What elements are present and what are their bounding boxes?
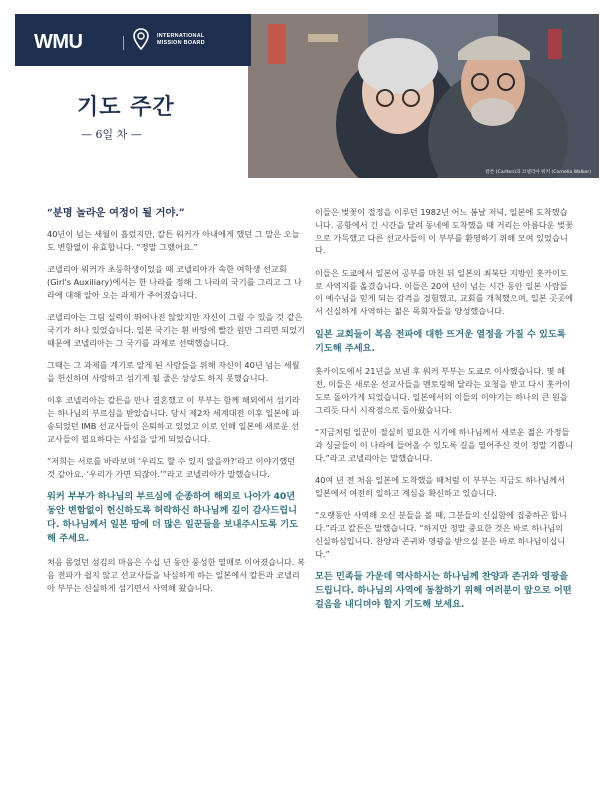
logo-divider [123, 36, 124, 50]
header-area [0, 0, 612, 178]
paragraph: “지금처럼 일꾼이 절실히 필요한 시기에 하나님께서 새로운 젊은 가정들과 싱글들이 이 나라에 들어올 수 있도록 길을 열어주신 것이 정말 기쁩니다.”라고 코넬리아는 말했습니다. [315, 426, 573, 463]
paragraph: 이들은 도쿄에서 일본어 공부를 마친 뒤 일본의 최북단 지방인 홋카이도로 사역지를 옮겼습니다. 이들은 20여 년이 넘는 시간 동안 일본 사람들이 예수님을 믿게 되는 감격을 경험했고, 교회를 개척했으며, 일본 곳곳에서 신실하게 사역하는 젊은 목회자들을 양성했습니다. [315, 267, 573, 317]
wmu-logo: WMU [34, 31, 83, 53]
title-panel [15, 66, 248, 178]
paragraph: 그때는 그 과제를 계기로 알게 된 사람들을 위해 자신이 40년 넘는 세월을 헌신하며 사랑하고 섬기게 될 줄은 상상도 하지 못했습니다. [47, 360, 300, 383]
missionary-photo [248, 14, 599, 178]
imb-logo-text [157, 33, 205, 47]
prayer-request: 모든 민족들 가운데 역사하시는 하나님께 찬양과 존귀와 영광을 드립니다. 하나님의 사역에 동참하기 위해 여러분이 앞으로 어떤 걸음을 내디뎌야 할지 기도해 보세요. [315, 570, 572, 610]
imb-line-2: MISSION BOARD [157, 40, 205, 46]
imb-pin-icon [133, 28, 149, 50]
page-title: 기도 주간 [77, 94, 175, 120]
right-column [315, 206, 573, 621]
paragraph: 40여 년 전 처음 일본에 도착했을 때처럼 이 부부는 지금도 하나님께서 일본에서 여전히 일하고 계심을 확신하고 있습니다. [315, 474, 565, 498]
paragraph: 코넬리아는 그림 실력이 뛰어나진 않았지만 자신이 그릴 수 있을 것 같은 국기가 하나 있었습니다. 일본 국기는 흰 바탕에 빨간 원만 그리면 되었기 때문에 코넬리아는 그 국기를 과제로 선택했습니다. [47, 312, 305, 348]
day-subtitle: — 6일 차 — [81, 128, 142, 141]
prayer-request: 일본 교회들이 복음 전파에 대한 뜨거운 열정을 가질 수 있도록 기도해 주세요. [315, 328, 566, 354]
paragraph: 이후 코넬리아는 칼튼을 만나 결혼했고 이 부부는 함께 해외에서 섬기라는 하나님의 부르심을 받았습니다. 당시 제2차 세계대전 이후 일본에 파송되었던 IMB 선교사들이 은퇴하고 있었고 이로 인해 일본에 새로운 선교사들이 필요하다는 사실을 알게 되었습니다. [47, 395, 300, 444]
photo-illustration [248, 14, 599, 178]
paragraph: 이들은 벚꽃이 절정을 이루던 1982년 어느 봄날 저녁, 일본에 도착했습니다. 공항에서 긴 시간을 달려 동네에 도착했을 때 거리는 아름다운 벚꽃으로 가득했고 다른 선교사들이 이 부부를 환영하기 위해 모여 있었습니다. [315, 207, 573, 256]
photo-caption: 칼튼 (Carlton)과 코넬리아 워커 (Cornelia Walker) [485, 170, 591, 175]
imb-line-1: INTERNATIONAL [157, 33, 205, 39]
paragraph: 코넬리아 워커가 초등학생이었을 때 코넬리아가 속한 여학생 선교회 (Girl's Auxiliary)에서는 한 나라를 정해 그 나라의 국기를 그리고 그 나라에 대해 알아 오는 과제가 주어졌습니다. [47, 264, 302, 300]
paragraph: 40년이 넘는 세월이 흘렀지만, 칼튼 워커가 아내에게 했던 그 말은 오늘도 변함없이 유효합니다. “정말 그랬어요.” [47, 229, 300, 252]
paragraph: “저희는 서로를 바라보며 ‘우리도 할 수 있지 않을까?’라고 이야기했던 것 같아요. ‘우리가 가면 되잖아.’”라고 코넬리아가 말했습니다. [47, 456, 296, 479]
opening-quote: “분명 놀라운 여정이 될 거야.” [47, 207, 185, 219]
prayer-request: 워커 부부가 하나님의 부르심에 순종하여 해외로 나아가 40년 동안 변함없이 헌신하도록 허락하신 하나님께 깊이 감사드립니다. 하나님께서 일본 땅에 더 많은 일꾼들을 보내주시도록 기도해 주세요. [47, 491, 298, 545]
paragraph: “오랫동안 사역해 오신 분들을 볼 때, 그분들의 신실함에 집중하곤 합니다.”라고 칼튼은 말했습니다. “하지만 정말 중요한 것은 바로 하나님의 신실하심입니다. 찬양과 존귀와 영광을 받으실 분은 바로 하나님이십니다.” [315, 510, 567, 559]
left-column [47, 206, 305, 604]
paragraph: 처음 몸었던 섬김의 마음은 수십 년 동안 풍성한 열매로 이어졌습니다. 복음 전파가 쉽지 않고 선교사들을 낙심하게 하는 일본에서 칼튼과 코넬리아 부부는 신실하게 섬기면서 사역해 왔습니다. [47, 556, 305, 593]
paragraph: 홋카이도에서 21년을 보낸 후 워커 부부는 도쿄로 이사했습니다. 몇 해 전, 이들은 새로운 선교사들을 멘토링해 달라는 요청을 받고 다시 홋카이도로 돌아가게 되었습니다. 일본에서의 이들의 이야기는 하나의 큰 원을 그리듯 다시 시작점으로 돌아왔습니다. [315, 366, 571, 415]
